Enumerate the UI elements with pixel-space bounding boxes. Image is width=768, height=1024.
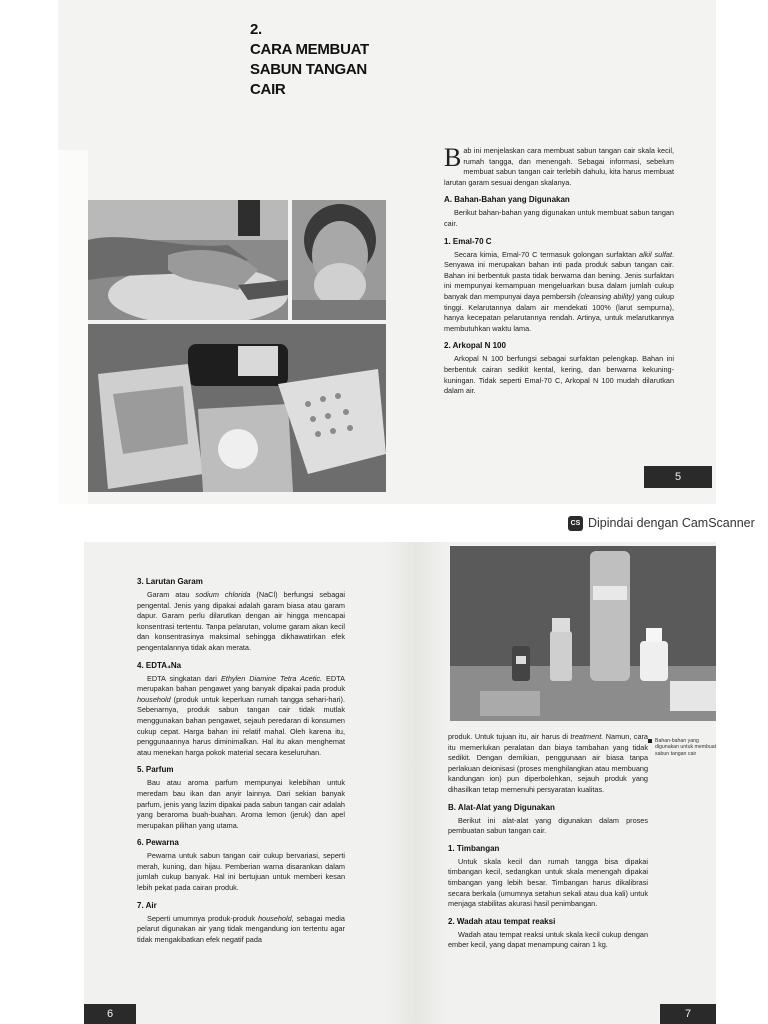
drop-cap: B [444, 143, 462, 172]
item7-text: Seperti umumnya produk-produk household, sebagai media pelarut digunakan air yang tidak mengandung ion tertentu agar tidak mengakibatkan efek negatif pada [137, 913, 345, 944]
item1-text: Secara kimia, Emal-70 C termasuk golongan surfaktan alkil sulfat. Senyawa ini merupakan bahan inti pada produk sabun tangan cair. Bahan ini berbentuk pasta tidak berwarna dan bening. Jenis surfaktan ini mempunyai kemampuan mengeluarkan busa dalam jumlah cukup banyak dan mempunyai daya pembersih (cleansing ability) yang cukup tinggi. Kelarutannya dalam air mendekati 100% (larut sempurna), hanya kecepatan pelarutannya rendah. Artinya, untuk melarutkannya membutuhkan waktu lama. [444, 249, 675, 333]
page6-text-column [137, 570, 345, 949]
tool1-heading: 1. Timbangan [448, 843, 500, 853]
chapter-title-line-1: CARA MEMBUAT [250, 41, 369, 58]
page7-text-column [448, 732, 648, 955]
chapter-title-line-2: SABUN TANGAN [250, 61, 367, 78]
section-a-text: Berikut bahan-bahan yang digunakan untuk membuat sabun tangan cair. [444, 208, 674, 228]
page-number-7: 7 [660, 1004, 716, 1024]
chapter-number: 2. [250, 21, 262, 38]
book-spine [384, 542, 448, 1024]
page5-text-column [444, 143, 675, 401]
item6-text: Pewarna untuk sabun tangan cair cukup bervariasi, seperti merah, kuning, dan hijau. Pemberian warna disarankan dalam jumlah cukup banyak. Hal ini bertujuan untuk memberi kesan lebih pekat pada cairan produk. [137, 851, 345, 893]
photo-soap-products [88, 324, 386, 492]
section-a-heading: A. Bahan-Bahan yang Digunakan [444, 195, 570, 205]
photo-face-washing [292, 200, 386, 320]
item2-text: Arkopal N 100 berfungsi sebagai surfaktan pelengkap. Bahan ini berbentuk cairan sedikit kental, kering, dan berwarna kekuning-kuningan. Tidak seperti Emal-70 C, Arkopal N 100 mudah dilarutkan dalam air. [444, 354, 674, 396]
chapter-title-line-3: CAIR [250, 81, 286, 98]
section-b-heading: B. Alat-Alat yang Digunakan [448, 802, 555, 812]
caption-marker [648, 739, 652, 743]
tool2-heading: 2. Wadah atau tempat reaksi [448, 916, 556, 926]
camscanner-logo-icon: CS [568, 516, 583, 531]
photo-caption: Bahan-bahan yang digunakan untuk membuat sabun tangan cair [655, 738, 717, 757]
photo-washing-hands [88, 200, 288, 320]
page-number-6: 6 [84, 1004, 136, 1024]
item3-heading: 3. Larutan Garam [137, 577, 203, 586]
item7-heading: 7. Air [137, 900, 157, 910]
item4-text: EDTA singkatan dari Ethylen Diamine Tetra Acetic. EDTA merupakan bahan pengawet yang banyak dipakai pada produk household (produk untuk keperluan rumah tangga sehari-hari). Sebenarnya, produk sabun tangan cair tidak mutlak menggunakan bahan pengawet, sejauh peredaran di konsumen cukup cepat. Harga bahan ini relatif mahal. Oleh karena itu, penggunaannya harus diminimalkan. Hal itu akan menghemat atau menekan harga pokok material secara keseluruhan. [137, 673, 345, 757]
item2-heading: 2. Arkopal N 100 [444, 341, 506, 351]
item1-heading: 1. Emal-70 C [444, 236, 492, 246]
item6-heading: 6. Pewarna [137, 838, 179, 848]
tool2-text: Wadah atau tempat reaksi untuk skala kecil cukup dengan ember kecil, yang dapat menampung cairan 1 kg. [448, 929, 648, 950]
camscanner-watermark [568, 513, 755, 533]
item4-heading: 4. EDTA₄Na [137, 660, 182, 670]
section-b-text: Berikut ini alat-alat yang digunakan dalam proses pembuatan sabun tangan cair. [448, 815, 648, 836]
continuation-text: produk. Untuk tujuan itu, air harus di treatment. Namun, cara itu memerlukan peralatan dan biaya tambahan yang tidak sedikit. Dengan demikian, penggunaan air biasa tanpa perlakuan deionisasi (proses menghilangkan atau membuang kandungan ion) pun diperbolehkan, sejauh produk yang dihasilkan tetap memenuhi persyaratan kualitas. [448, 732, 648, 794]
page-edge [58, 150, 88, 504]
item5-text: Bau atau aroma parfum mempunyai kelebihan untuk meredam bau ikan dan anyir lainnya. Dari sekian banyak parfum, jenis yang lazim dipakai pada sabun tangan cair adalah yang beraroma buah-buahan. Aroma lemon (jeruk) dan apel merupakan pilihan yang utama. [137, 778, 345, 830]
intro-paragraph: Bab ini menjelaskan cara membuat sabun tangan cair skala kecil, rumah tangga, dan menengah. Sebagai informasi, sebelum membuat sabun tangan cair terlebih dahulu, kita harus membuat larutan garam sesuai dengan skalanya. [444, 143, 674, 187]
camscanner-text: Dipindai dengan CamScanner [588, 516, 755, 530]
page-number-5: 5 [644, 466, 712, 488]
chapter-title [250, 20, 369, 100]
photo-ingredients-bottles [450, 546, 716, 721]
item3-text: Garam atau sodium chlorida (NaCl) berfungsi sebagai pengental. Jenis yang dipakai adalah garam biasa atau garam dapur. Garam perlu dilarutkan dengan air hingga mencapai konsentrasi tertentu. Tanpa pelarutan, volume garam akan kecil dan konsentrasinya maksimal sehingga dikhawatirkan efek pengentalannya tidak akan merata. [137, 590, 345, 652]
tool1-text: Untuk skala kecil dan rumah tangga bisa dipakai timbangan kecil, sedangkan untuk skala menengah dipakai timbangan yang lebih besar. Timbangan harus dikalibrasi secara berkala (umumnya setahun sekali atau dua kali) untuk menjaga stabilitas akurasi hasil penimbangan. [448, 856, 648, 909]
item5-heading: 5. Parfum [137, 765, 174, 775]
